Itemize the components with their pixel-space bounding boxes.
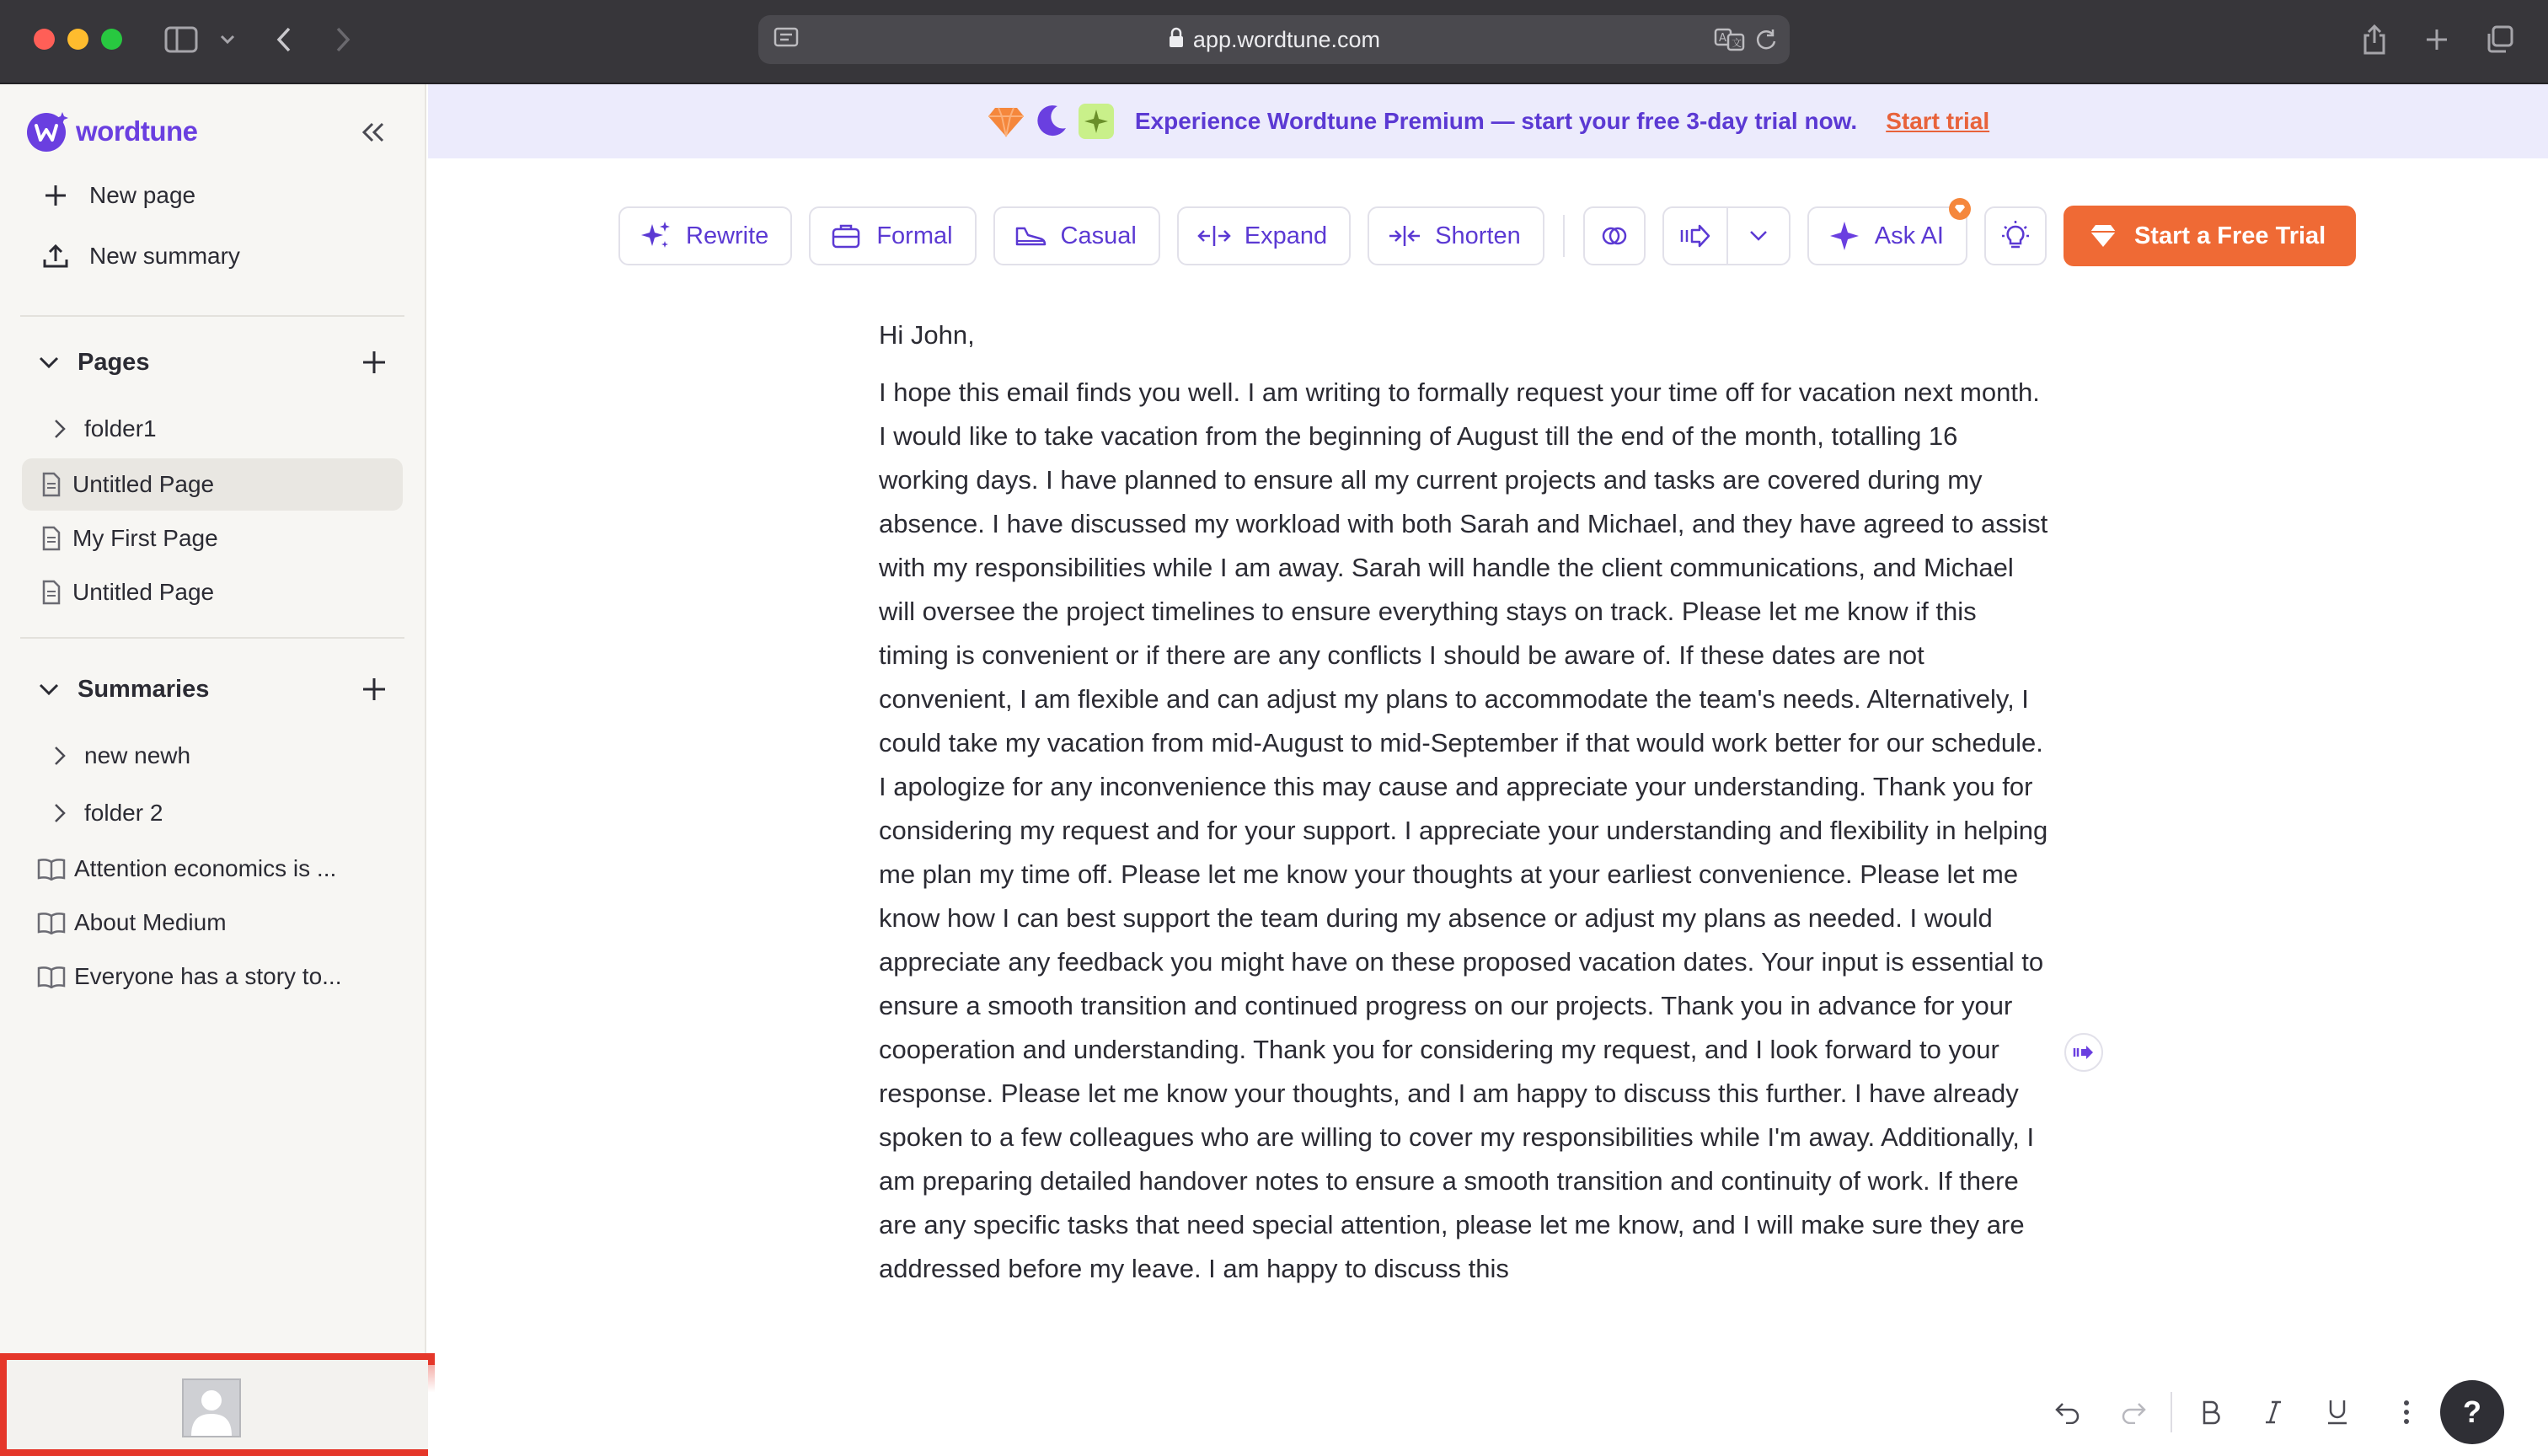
rewrite-label: Rewrite — [686, 222, 769, 249]
sidebar-item-folder1[interactable] — [22, 403, 403, 455]
summaries-section-title: Summaries — [78, 675, 210, 703]
pages-section-title: Pages — [78, 348, 150, 376]
new-page-label: New page — [89, 182, 196, 208]
book-icon — [37, 962, 66, 991]
zoom-window-button[interactable] — [101, 29, 122, 50]
chevron-right-icon — [47, 415, 72, 443]
briefcase-icon — [829, 219, 863, 253]
shorten-icon — [1388, 219, 1421, 253]
sidebar-item-everyone-has-a-story[interactable] — [22, 950, 403, 1003]
chevron-down-icon — [34, 347, 64, 377]
sidebar-divider — [20, 637, 404, 639]
avatar[interactable] — [182, 1378, 241, 1437]
sneaker-icon — [1014, 219, 1047, 253]
synonyms-button[interactable] — [1583, 206, 1646, 265]
continue-writing-split-button — [1662, 206, 1791, 265]
premium-badge-icon — [1949, 198, 1971, 220]
sidebar-item-label: folder1 — [84, 415, 157, 442]
reload-icon[interactable] — [1754, 28, 1778, 56]
editor-toolbar — [618, 206, 2356, 266]
upload-icon — [39, 239, 72, 273]
more-options-icon[interactable] — [2385, 1390, 2428, 1434]
svg-text:A: A — [1719, 32, 1726, 45]
minimize-window-button[interactable] — [67, 29, 88, 50]
sidebar-item-folder-2[interactable] — [22, 787, 403, 839]
continue-writing-icon — [2073, 1044, 2095, 1061]
sidebar-item-label: folder 2 — [84, 800, 163, 826]
sidebar-item-new-newh[interactable] — [22, 730, 403, 782]
sparkle-icon — [1828, 219, 1861, 253]
moon-icon — [1032, 103, 1069, 140]
editor-area[interactable] — [428, 286, 2548, 1365]
chevron-down-icon — [34, 674, 64, 704]
lightbulb-icon — [2001, 220, 2030, 252]
link-circles-icon — [1599, 221, 1630, 251]
start-free-trial-button[interactable] — [2064, 206, 2356, 266]
back-icon[interactable] — [271, 19, 297, 61]
sidebar-item-untitled-page-active[interactable] — [22, 458, 403, 511]
continue-writing-icon — [1679, 223, 1711, 249]
sidebar-divider — [20, 315, 404, 317]
banner-text: Experience Wordtune Premium — start your free 3-day trial now. — [1134, 108, 1858, 134]
chevron-right-icon — [47, 741, 72, 770]
sidebar-item-label: new newh — [84, 742, 191, 768]
close-window-button[interactable] — [34, 29, 55, 50]
document-greeting[interactable]: Hi John, — [879, 320, 975, 350]
insights-button[interactable] — [1984, 206, 2047, 265]
collapse-sidebar-icon[interactable] — [356, 115, 391, 150]
forward-icon[interactable] — [330, 19, 356, 61]
browser-toolbar — [0, 0, 2548, 84]
logo-text: wordtune — [76, 115, 198, 147]
document-icon — [39, 470, 64, 499]
summaries-section-toggle[interactable] — [34, 666, 209, 713]
chevron-down-icon — [1749, 230, 1768, 242]
casual-label: Casual — [1060, 222, 1137, 249]
bold-icon[interactable] — [2189, 1390, 2233, 1434]
plus-icon — [39, 179, 72, 212]
add-summary-icon[interactable] — [356, 671, 393, 708]
expand-label: Expand — [1244, 222, 1328, 249]
sidebar-item-label: About Medium — [74, 909, 227, 935]
undo-icon[interactable] — [2046, 1390, 2090, 1434]
underline-icon[interactable] — [2315, 1390, 2359, 1434]
book-icon — [37, 854, 66, 883]
sidebar-item-label: My First Page — [72, 525, 218, 551]
sidebar-item-label: Untitled Page — [72, 471, 215, 497]
continue-writing-dropdown[interactable] — [1726, 208, 1789, 264]
redo-icon[interactable] — [2112, 1390, 2155, 1434]
continue-writing-button[interactable] — [1664, 208, 1726, 264]
ask-ai-button[interactable] — [1807, 206, 1967, 265]
chevron-down-icon[interactable] — [217, 19, 238, 61]
url-text: app.wordtune.com — [1192, 27, 1381, 52]
sidebar-item-label: Untitled Page — [72, 579, 215, 605]
formal-button[interactable] — [809, 206, 976, 265]
user-icon — [184, 1380, 239, 1436]
new-page-button[interactable] — [39, 172, 195, 219]
sidebar-item-label: Attention economics is ... — [74, 855, 337, 881]
translate-icon[interactable] — [1714, 27, 1746, 56]
pages-section-toggle[interactable] — [34, 339, 149, 386]
add-page-icon[interactable] — [356, 344, 393, 381]
document-icon — [39, 578, 64, 607]
format-bar-divider — [2171, 1392, 2172, 1432]
wordtune-logo-icon — [25, 110, 69, 153]
new-summary-label: New summary — [89, 243, 240, 269]
new-summary-button[interactable] — [39, 233, 240, 280]
document-icon — [39, 524, 64, 553]
rewrite-button[interactable] — [618, 206, 792, 265]
wordtune-logo[interactable] — [25, 110, 197, 153]
share-icon[interactable] — [2358, 19, 2391, 61]
sparkle-icon — [1078, 103, 1115, 140]
new-tab-icon[interactable] — [2420, 19, 2454, 61]
shorten-label: Shorten — [1435, 222, 1521, 249]
sparkles-icon — [639, 219, 672, 253]
expand-button[interactable] — [1177, 206, 1351, 265]
address-bar[interactable] — [758, 15, 1790, 64]
sidebar-toggle-icon[interactable] — [160, 19, 202, 61]
sidebar-item-my-first-page[interactable] — [22, 512, 403, 565]
premium-banner — [428, 84, 2548, 158]
toolbar-divider — [1563, 215, 1565, 257]
sidebar-item-attention-economics[interactable] — [22, 843, 403, 895]
tab-overview-icon[interactable] — [2482, 19, 2518, 61]
sidebar-item-untitled-page[interactable] — [22, 566, 403, 618]
italic-icon[interactable] — [2251, 1390, 2295, 1434]
account-menu[interactable] — [0, 1353, 435, 1456]
diamond-icon — [2089, 223, 2117, 249]
sidebar-item-about-medium[interactable] — [22, 897, 403, 949]
start-trial-link[interactable]: Start trial — [1886, 108, 1990, 134]
document-content[interactable] — [879, 313, 2050, 1291]
document-body[interactable]: I hope this email finds you well. I am writing to formally request your time off for vacation next month. I would like to take vacation from the beginning of August till the end of the month, totalling 16 working days. I have planned to ensure all my current projects and tasks are covered during my absence. I have discussed my workload with both Sarah and Michael, and they have agreed to assist with my responsibilities while I am away. Sarah will handle the client communications, and Michael will oversee the project timelines to ensure everything stays on track. Please let me know if this timing is convenient or if there are any conflicts I should be aware of. If these dates are not convenient, I am flexible and can adjust my plans to accommodate the team's needs. Alternatively, I could take my vacation from mid-August to mid-September if that would work better for our schedule. I apologize for any inconvenience this may cause and appreciate your understanding. Thank you for considering my request and for your support. I appreciate your understanding and flexibility in helping me plan my time off. Please let me know your thoughts at your earliest convenience. Please let me know how I can best support the team during my absence or adjust my plans as needed. I would appreciate any feedback you might have on these proposed vacation dates. Your input is essential to ensure a smooth transition and continued progress on our projects. Thank you in advance for your cooperation and understanding. Thank you for considering my request, and I look forward to your response. Please let me know your thoughts, and I am happy to discuss this further. I have already spoken to a few colleagues who are willing to cover my responsibilities while I'm away. Additionally, I am preparing detailed handover notes to ensure a smooth transition and continuity of work. If there are any specific tasks that need special attention, please let me know, and I will make sure they are addressed before my leave. I am happy to discuss this — [879, 377, 2048, 1283]
book-icon — [37, 908, 66, 937]
chevron-right-icon — [47, 799, 72, 827]
ask-ai-label: Ask AI — [1874, 222, 1944, 249]
svg-text:文: 文 — [1732, 37, 1742, 49]
start-free-trial-label: Start a Free Trial — [2133, 222, 2326, 249]
lock-icon — [1168, 17, 1185, 66]
sidebar-item-label: Everyone has a story to... — [74, 963, 342, 989]
continue-writing-float-button[interactable] — [2064, 1033, 2103, 1072]
shorten-button[interactable] — [1368, 206, 1544, 265]
help-button[interactable]: ? — [2440, 1380, 2504, 1444]
expand-icon — [1197, 219, 1231, 253]
premium-badges — [987, 103, 1115, 140]
casual-button[interactable] — [993, 206, 1160, 265]
formal-label: Formal — [876, 222, 953, 249]
diamond-icon — [987, 104, 1025, 138]
sidebar — [0, 84, 426, 1456]
